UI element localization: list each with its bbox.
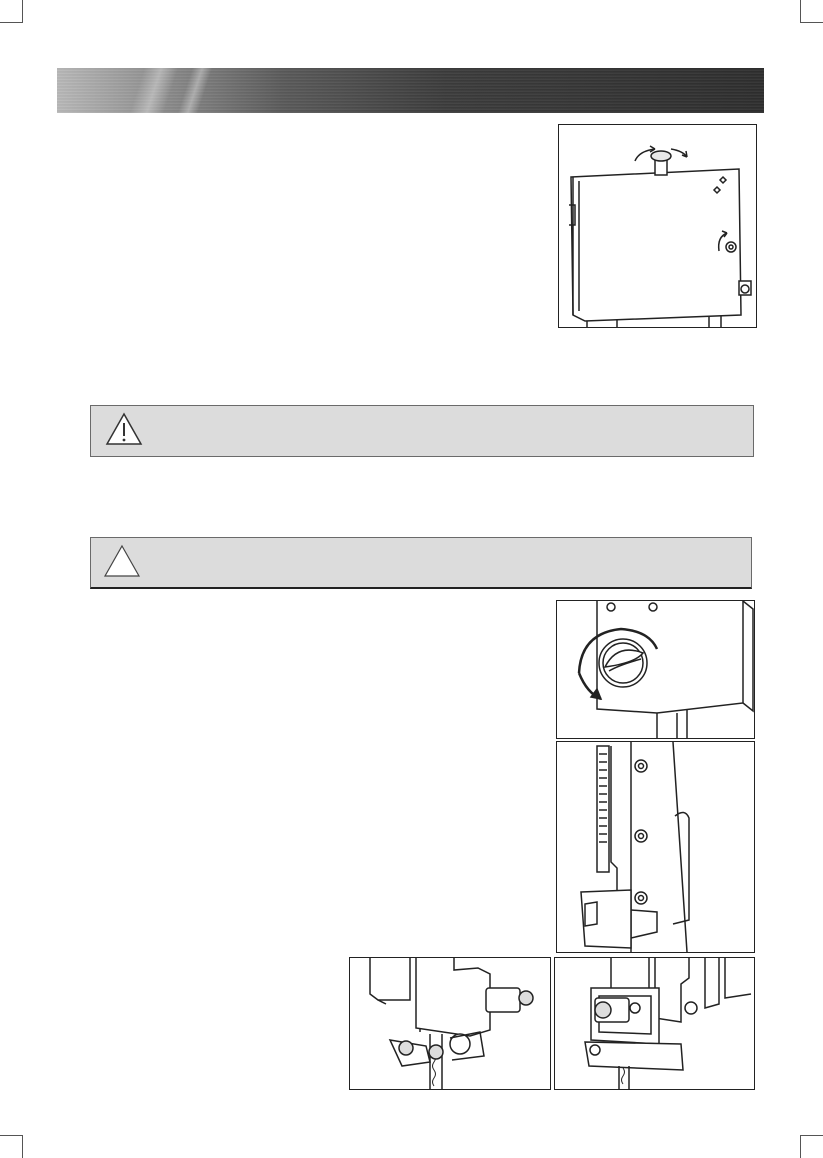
header-streak [178, 68, 213, 113]
fig-top-tension-knob [558, 124, 757, 328]
rotary-knob-illustration [557, 601, 754, 738]
warning-triangle-icon [103, 544, 141, 578]
tension-knob-illustration [559, 125, 756, 327]
caution-triangle-icon [105, 412, 143, 446]
lower-guide-right-illustration [555, 958, 754, 1089]
crop-mark-bottom-right [800, 1135, 823, 1158]
warning-notice [90, 537, 752, 589]
crop-mark-bottom-left [0, 1135, 23, 1158]
section-header-bar [57, 68, 764, 113]
fig-tracking-knob [556, 600, 755, 739]
fig-blade-guide-column [556, 741, 755, 953]
guide-column-illustration [557, 742, 754, 952]
fig-lower-guide-right [554, 957, 755, 1090]
crop-mark-top-left [0, 0, 23, 23]
crop-mark-top-right [800, 0, 823, 23]
header-streak [130, 68, 179, 113]
lower-guide-left-illustration [350, 958, 550, 1089]
caution-notice [90, 405, 754, 457]
fig-lower-guide-left [349, 957, 551, 1090]
